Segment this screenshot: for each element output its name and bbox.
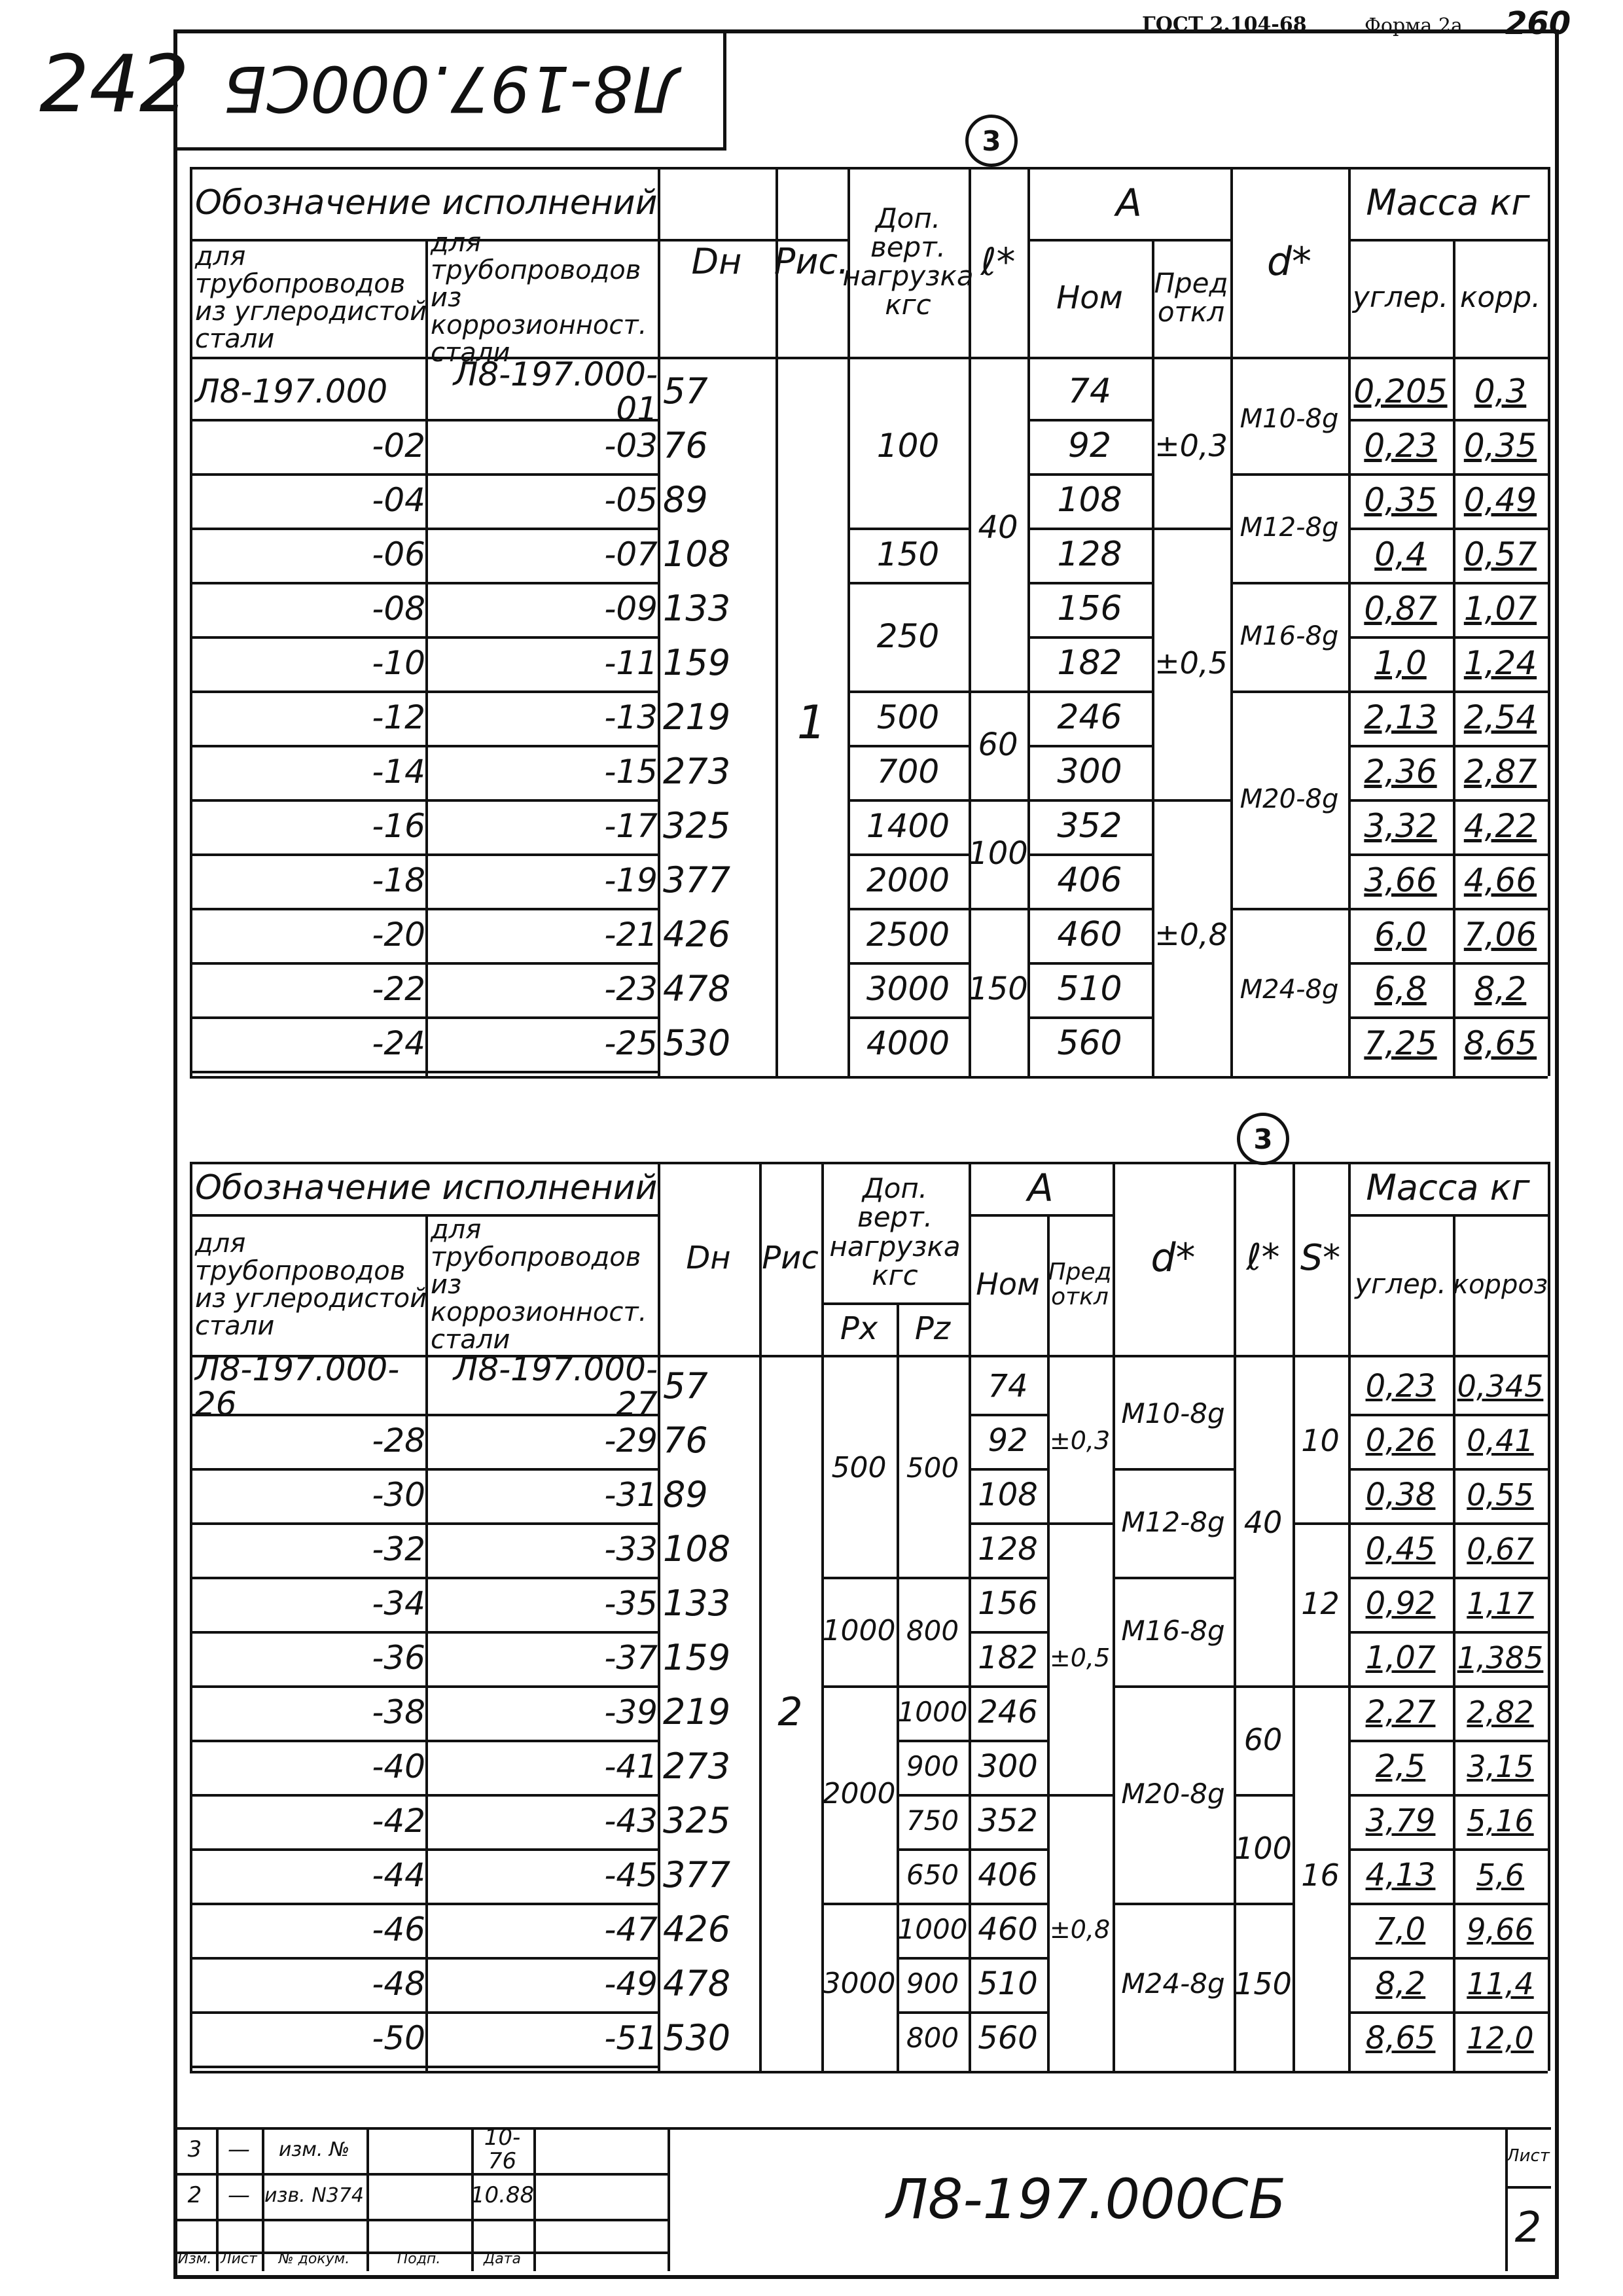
l-value: 40	[1243, 1504, 1283, 1540]
designation-carbon: -06	[372, 535, 425, 574]
mass-carbon-value: 0,45	[1365, 1531, 1436, 1568]
dn-value: 478	[663, 1963, 731, 2005]
dn-value: 426	[663, 914, 731, 956]
designation-carbon: -40	[372, 1748, 425, 1786]
px-value: 2000	[822, 1776, 896, 1810]
designation-stainless: -25	[604, 1024, 658, 1063]
mass-carbon-value: 0,4	[1374, 535, 1427, 574]
document-designation: Л8-197.000СБ	[886, 2166, 1287, 2231]
mass-carbon-value: 3,66	[1364, 861, 1437, 900]
designation-stainless: -39	[604, 1693, 658, 1732]
pz-value: 1000	[897, 1913, 968, 1946]
a-nom-value: 156	[978, 1585, 1038, 1623]
designation-carbon: -08	[372, 590, 425, 628]
designation-stainless: -23	[604, 970, 658, 1009]
designation-stainless: Л8-197.000-01	[453, 355, 658, 428]
title-block-label: № докум.	[278, 2251, 350, 2268]
designation-stainless: Л8-197.000-27	[453, 1350, 658, 1423]
designation-carbon: Л8-197.000	[195, 372, 388, 411]
dn-value: 219	[663, 696, 731, 738]
mass-carbon-value: 1,0	[1374, 644, 1427, 683]
header-mass: Масса кг	[1366, 181, 1530, 223]
mass-carbon-value: 8,2	[1375, 1965, 1426, 2003]
mass-stainless-value: 8,65	[1463, 1024, 1537, 1063]
pz-value: 1000	[897, 1696, 968, 1729]
mass-carbon-value: 0,87	[1364, 590, 1437, 628]
designation-carbon: -48	[372, 1965, 425, 2003]
designation-carbon: -32	[372, 1530, 425, 1569]
header-a-nom: Ном	[1056, 279, 1123, 316]
thread-value: М12-8g	[1121, 1505, 1225, 1538]
designation-carbon: -22	[372, 970, 425, 1009]
title-block-label: Подп.	[397, 2251, 441, 2268]
designation-stainless: -05	[604, 481, 658, 520]
header-mass-stainless: корр.	[1459, 280, 1541, 314]
tolerance-value: ±0,3	[1049, 1426, 1111, 1455]
l-value: 150	[1234, 1966, 1292, 2002]
mass-carbon-value: 0,205	[1353, 372, 1448, 411]
dn-value: 76	[663, 1420, 708, 1462]
header-d: d*	[1150, 1235, 1196, 1281]
mass-carbon-value: 1,07	[1365, 1640, 1436, 1677]
header-designation: Обозначение исполнений	[195, 1168, 658, 1208]
header-mass: Масса кг	[1366, 1166, 1530, 1208]
mass-stainless-value: 8,2	[1474, 970, 1527, 1009]
a-nom-value: 182	[1057, 643, 1122, 683]
designation-stainless: -47	[604, 1910, 658, 1949]
a-nom-value: 406	[978, 1857, 1038, 1894]
a-nom-value: 156	[1057, 589, 1122, 629]
page-number: 260	[1505, 5, 1571, 42]
mass-carbon-value: 0,26	[1365, 1422, 1436, 1460]
mass-carbon-value: 0,23	[1364, 427, 1437, 465]
load-value: 4000	[866, 1024, 950, 1063]
load-value: 150	[876, 535, 940, 574]
pz-value: 800	[906, 2022, 959, 2054]
a-nom-value: 246	[1057, 698, 1122, 738]
thread-value: М10-8g	[1121, 1397, 1225, 1429]
load-value: 3000	[866, 970, 950, 1009]
mass-carbon-value: 2,36	[1364, 753, 1437, 791]
mass-carbon-value: 8,65	[1365, 2020, 1436, 2057]
mass-stainless-value: 4,22	[1463, 807, 1537, 846]
pz-value: 750	[906, 1804, 959, 1837]
row-rule	[190, 1071, 658, 1073]
dn-value: 108	[663, 1528, 731, 1570]
designation-carbon: -38	[372, 1693, 425, 1732]
dn-value: 133	[663, 588, 731, 630]
designation-carbon: -20	[372, 916, 425, 954]
l-value: 60	[1243, 1721, 1283, 1757]
margin-number: 242	[39, 39, 190, 130]
a-nom-value: 92	[988, 1422, 1028, 1460]
header-mass-stainless: корроз	[1452, 1269, 1548, 1300]
revision-cell: —	[228, 2136, 250, 2163]
header-mass-carbon: углер.	[1352, 280, 1449, 314]
table-rule	[1548, 1162, 1550, 2071]
thread-value: М16-8g	[1121, 1614, 1225, 1647]
thread-value: М10-8g	[1240, 404, 1339, 434]
table-rule	[190, 357, 1548, 359]
mass-stainless-value: 0,35	[1463, 427, 1537, 465]
figure-number: 1	[796, 695, 827, 749]
header-a-nom: Ном	[976, 1266, 1040, 1302]
designation-carbon: -24	[372, 1024, 425, 1063]
sheet-number: 2	[1514, 2204, 1542, 2253]
mass-carbon-value: 6,8	[1374, 970, 1427, 1009]
revision-cell	[366, 2173, 471, 2219]
header-stainless-steel: для трубопроводов из коррозионност. стали	[431, 228, 647, 368]
designation-stainless: -11	[604, 644, 658, 683]
thread-value: М16-8g	[1240, 621, 1339, 651]
designation-stainless: -09	[604, 590, 658, 628]
dn-value: 273	[663, 1746, 731, 1787]
a-nom-value: 92	[1067, 426, 1112, 466]
a-nom-value: 510	[978, 1965, 1038, 2003]
designation-stainless: -07	[604, 535, 658, 574]
dn-value: 478	[663, 968, 731, 1010]
header-figure: Рис.	[774, 240, 849, 282]
s-value: 12	[1301, 1586, 1340, 1622]
designation-stainless: -21	[604, 916, 658, 954]
load-value: 500	[876, 698, 940, 737]
designation-carbon: -36	[372, 1639, 425, 1677]
dn-value: 89	[663, 1474, 708, 1516]
designation-stainless: -33	[604, 1530, 658, 1569]
tolerance-value: ±0,8	[1049, 1914, 1111, 1944]
mass-stainless-value: 3,15	[1467, 1749, 1534, 1785]
designation-carbon: -14	[372, 753, 425, 791]
mass-carbon-value: 0,23	[1365, 1368, 1436, 1405]
a-nom-value: 128	[978, 1531, 1038, 1568]
px-value: 500	[831, 1450, 887, 1484]
l-value: 100	[968, 834, 1028, 872]
designation-carbon: -16	[372, 807, 425, 846]
designation-carbon: -50	[372, 2019, 425, 2058]
mass-stainless-value: 12,0	[1467, 2020, 1534, 2056]
pz-value: 500	[906, 1451, 959, 1484]
revision-cell: 10-76	[484, 2125, 521, 2174]
designation-stainless: -17	[604, 807, 658, 846]
l-value: 100	[1234, 1830, 1292, 1866]
designation-carbon: Л8-197.000-26	[195, 1350, 400, 1423]
mass-carbon-value: 0,38	[1365, 1477, 1436, 1514]
header-dn: Dн	[691, 240, 742, 282]
designation-carbon: -30	[372, 1476, 425, 1515]
pz-value: 900	[906, 1967, 959, 2000]
designation-carbon: -10	[372, 644, 425, 683]
callout-marker-3: 3	[965, 115, 1018, 167]
header-pz: Pz	[914, 1310, 951, 1347]
a-nom-value: 108	[1057, 480, 1122, 520]
mass-carbon-value: 0,92	[1365, 1585, 1436, 1623]
dn-value: 377	[663, 859, 731, 901]
a-nom-value: 74	[988, 1368, 1028, 1405]
header-l: ℓ*	[980, 239, 1016, 284]
dn-value: 325	[663, 1800, 731, 1842]
sheet-label: Лист	[1507, 2146, 1550, 2166]
dn-value: 57	[663, 370, 708, 412]
a-nom-value: 128	[1057, 535, 1122, 575]
callout-marker-3: 3	[1237, 1113, 1289, 1165]
designation-stainless: -13	[604, 698, 658, 737]
a-nom-value: 460	[978, 1911, 1038, 1948]
a-nom-value: 460	[1057, 915, 1122, 955]
designation-stainless: -41	[604, 1748, 658, 1786]
title-block-label: Дата	[484, 2251, 521, 2268]
designation-stainless: -31	[604, 1476, 658, 1515]
mass-carbon-value: 7,25	[1364, 1024, 1437, 1063]
designation-carbon: -12	[372, 698, 425, 737]
a-nom-value: 74	[1067, 372, 1112, 412]
mass-carbon-value: 2,13	[1364, 698, 1437, 737]
thread-value: М12-8g	[1240, 512, 1339, 543]
figure-number: 2	[777, 1689, 803, 1735]
rotated-designation: Л8-197.000СБ	[223, 52, 680, 125]
thread-value: М20-8g	[1121, 1777, 1225, 1810]
thread-value: М24-8g	[1121, 1967, 1225, 2000]
designation-carbon: -46	[372, 1910, 425, 1949]
designation-carbon: -42	[372, 1802, 425, 1840]
a-nom-value: 352	[1057, 806, 1122, 846]
header-figure: Рис	[762, 1240, 819, 1277]
mass-stainless-value: 1,17	[1467, 1586, 1534, 1622]
header-a-tol: Пред откл	[1048, 1258, 1112, 1310]
header-d: d*	[1266, 238, 1312, 285]
mass-stainless-value: 0,55	[1467, 1477, 1534, 1513]
l-value: 60	[978, 726, 1018, 763]
revision-cell: 2	[187, 2182, 202, 2209]
mass-stainless-value: 1,385	[1457, 1640, 1544, 1676]
revision-cell	[366, 2127, 471, 2173]
revision-cell: 3	[187, 2136, 202, 2163]
designation-stainless: -29	[604, 1422, 658, 1460]
designation-stainless: -37	[604, 1639, 658, 1677]
mass-stainless-value: 2,82	[1467, 1695, 1534, 1731]
header-carbon-steel: для трубопроводов из углеродистой стали	[195, 1228, 427, 1341]
dn-value: 530	[663, 2017, 731, 2059]
a-nom-value: 246	[978, 1694, 1038, 1731]
l-value: 150	[968, 971, 1028, 1008]
mass-stainless-value: 0,49	[1463, 481, 1537, 520]
designation-stainless: -51	[604, 2019, 658, 2058]
designation-carbon: -02	[372, 427, 425, 465]
a-nom-value: 406	[1057, 861, 1122, 901]
designation-stainless: -49	[604, 1965, 658, 2003]
a-nom-value: 300	[1057, 752, 1122, 792]
mass-stainless-value: 5,6	[1476, 1857, 1525, 1893]
dn-value: 57	[663, 1365, 708, 1407]
designation-carbon: -18	[372, 861, 425, 900]
mass-stainless-value: 0,41	[1467, 1423, 1534, 1459]
pz-value: 800	[906, 1614, 959, 1647]
revision-cell: изв. N374	[264, 2184, 364, 2208]
designation-stainless: -43	[604, 1802, 658, 1840]
load-value: 100	[876, 427, 940, 465]
mass-stainless-value: 2,54	[1463, 698, 1537, 737]
a-nom-value: 510	[1057, 969, 1122, 1009]
designation-stainless: -15	[604, 753, 658, 791]
header-carbon-steel: для трубопроводов из углеродистой стали	[195, 242, 427, 354]
tolerance-value: ±0,5	[1049, 1643, 1111, 1672]
mass-stainless-value: 0,67	[1467, 1532, 1534, 1568]
gost-label: ГОСТ 2.104-68	[1142, 13, 1307, 36]
dn-value: 159	[663, 1637, 731, 1679]
designation-stainless: -03	[604, 427, 658, 465]
header-mass-carbon: углер.	[1355, 1268, 1446, 1300]
header-a-tol: Пред откл	[1154, 266, 1228, 328]
a-nom-value: 300	[978, 1748, 1038, 1785]
a-nom-value: 560	[1057, 1024, 1122, 1064]
load-value: 2000	[866, 861, 950, 900]
dn-value: 76	[663, 425, 708, 467]
a-nom-value: 560	[978, 2020, 1038, 2057]
header-px: Px	[840, 1310, 878, 1347]
px-value: 3000	[822, 1967, 896, 2001]
mass-carbon-value: 2,27	[1365, 1694, 1436, 1731]
mass-carbon-value: 4,13	[1365, 1857, 1436, 1894]
load-value: 250	[876, 617, 940, 655]
tolerance-value: ±0,8	[1154, 917, 1228, 953]
designation-carbon: -28	[372, 1422, 425, 1460]
form-label: Форма 2а	[1364, 14, 1463, 37]
header-load: Доп. верт. нагрузка кгс	[829, 1172, 961, 1291]
mass-stainless-value: 0,345	[1457, 1369, 1544, 1405]
designation-carbon: -34	[372, 1585, 425, 1623]
designation-stainless: -19	[604, 861, 658, 900]
mass-stainless-value: 0,3	[1474, 372, 1527, 411]
load-value: 2500	[866, 916, 950, 954]
a-nom-value: 352	[978, 1803, 1038, 1840]
load-value: 700	[876, 753, 940, 791]
s-value: 10	[1301, 1423, 1340, 1459]
l-value: 40	[978, 509, 1018, 546]
tolerance-value: ±0,3	[1154, 428, 1228, 464]
tolerance-value: ±0,5	[1154, 645, 1228, 681]
title-block-rule	[173, 2219, 668, 2221]
dn-value: 133	[663, 1583, 731, 1624]
mass-stainless-value: 1,07	[1463, 590, 1537, 628]
dn-value: 426	[663, 1909, 731, 1950]
thread-value: М20-8g	[1240, 784, 1339, 814]
dn-value: 325	[663, 805, 731, 847]
title-block-label: Изм.	[177, 2251, 212, 2268]
header-designation: Обозначение исполнений	[195, 183, 658, 223]
mass-stainless-value: 7,06	[1463, 916, 1537, 954]
header-stainless-steel: для трубопроводов из коррозионност. стали	[431, 1214, 647, 1355]
table-rule	[190, 1076, 1548, 1079]
pz-value: 650	[906, 1859, 959, 1892]
designation-carbon: -44	[372, 1856, 425, 1895]
designation-stainless: -35	[604, 1585, 658, 1623]
header-load: Доп. верт. нагрузка кгс	[842, 202, 974, 321]
header-s: S*	[1300, 1237, 1341, 1279]
mass-stainless-value: 5,16	[1467, 1803, 1534, 1839]
mass-carbon-value: 2,5	[1375, 1748, 1426, 1785]
load-value: 1400	[866, 807, 950, 846]
mass-stainless-value: 11,4	[1467, 1966, 1534, 2002]
a-nom-value: 108	[978, 1477, 1038, 1514]
revision-cell: изм. №	[278, 2138, 350, 2162]
table-rule	[1548, 167, 1550, 1076]
revision-cell: —	[228, 2182, 250, 2209]
dn-value: 108	[663, 533, 731, 575]
mass-stainless-value: 4,66	[1463, 861, 1537, 900]
pz-value: 900	[906, 1750, 959, 1783]
dn-value: 377	[663, 1854, 731, 1896]
dn-value: 219	[663, 1691, 731, 1733]
dn-value: 273	[663, 751, 731, 793]
mass-carbon-value: 3,79	[1365, 1803, 1436, 1840]
header-a: А	[1027, 1165, 1054, 1210]
header-l: ℓ*	[1246, 1236, 1280, 1280]
s-value: 16	[1301, 1857, 1340, 1893]
px-value: 1000	[822, 1613, 896, 1647]
revision-cell: 10.88	[470, 2182, 535, 2209]
mass-stainless-value: 9,66	[1467, 1912, 1534, 1948]
thread-value: М24-8g	[1240, 974, 1339, 1005]
designation-stainless: -45	[604, 1856, 658, 1895]
dn-value: 530	[663, 1022, 731, 1064]
designation-carbon: -04	[372, 481, 425, 520]
a-nom-value: 182	[978, 1640, 1038, 1677]
mass-stainless-value: 2,87	[1463, 753, 1537, 791]
header-a: А	[1116, 180, 1142, 225]
dn-value: 89	[663, 479, 708, 521]
header-dn: Dн	[686, 1240, 731, 1277]
table-rule	[190, 2071, 1548, 2073]
mass-carbon-value: 6,0	[1374, 916, 1427, 954]
dn-value: 159	[663, 642, 731, 684]
mass-stainless-value: 0,57	[1463, 535, 1537, 574]
mass-stainless-value: 1,24	[1463, 644, 1537, 683]
mass-carbon-value: 7,0	[1375, 1911, 1426, 1948]
mass-carbon-value: 0,35	[1364, 481, 1437, 520]
title-block-label: Лист	[221, 2251, 257, 2268]
mass-carbon-value: 3,32	[1364, 807, 1437, 846]
row-rule	[190, 2066, 658, 2068]
